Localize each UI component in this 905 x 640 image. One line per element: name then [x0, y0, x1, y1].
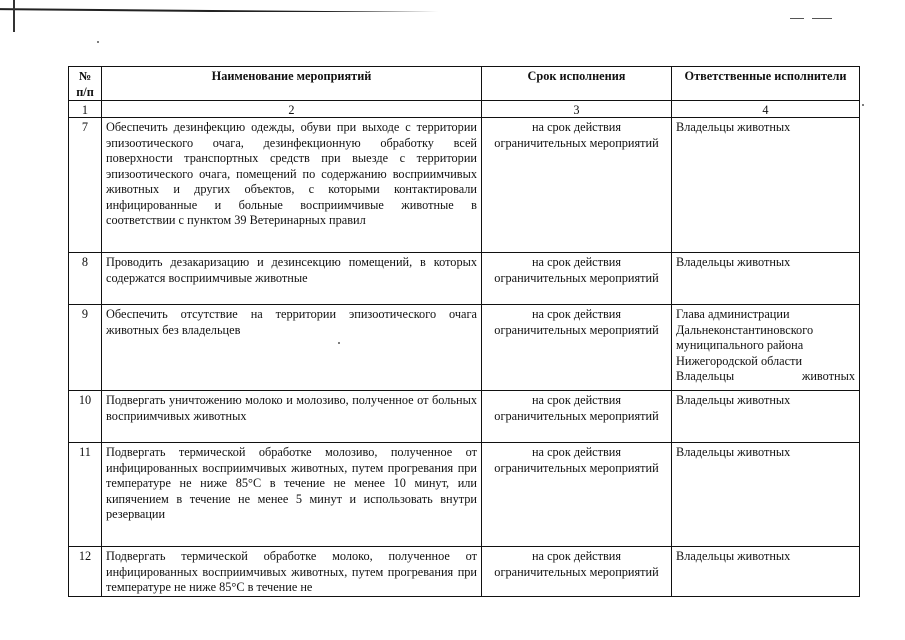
measure-responsible: Владельцы животных [672, 547, 860, 597]
measure-text: Обеспечить дезинфекцию одежды, обуви при выходе с территории эпизоотического очага, дезинфекционную обработку всей поверхности транспортных средств при выезде с территории эпизоотического очага, помещений по содержанию восприимчивых животных и других объектов, с которыми контактировали инфицированные и больные восприимчивые животные в соответствии с пунктом 39 Ветеринарных правил [102, 118, 482, 253]
row-number: 12 [69, 547, 102, 597]
table-header-row [69, 67, 860, 101]
measure-term: на срок действия ограничительных мероприятий [482, 547, 672, 597]
measure-term: на срок действия ограничительных мероприятий [482, 118, 672, 253]
scan-border-left [13, 0, 15, 32]
header-term: Срок исполнения [482, 67, 672, 101]
measure-text: Подвергать уничтожению молоко и молозиво, полученное от больных восприимчивых животных [102, 391, 482, 443]
measure-text: Проводить дезакаризацию и дезинсекцию помещений, в которых содержатся восприимчивые животные [102, 253, 482, 305]
measure-term: на срок действия ограничительных мероприятий [482, 253, 672, 305]
column-number: 3 [482, 101, 672, 118]
row-number: 8 [69, 253, 102, 305]
column-number: 1 [69, 101, 102, 118]
header-num: № п/п [69, 67, 102, 101]
measure-term: на срок действия ограничительных мероприятий [482, 391, 672, 443]
row-number: 7 [69, 118, 102, 253]
measures-table [68, 66, 860, 597]
table-row [69, 547, 860, 597]
scan-mark [790, 18, 804, 19]
measure-responsible: Владельцы животных [672, 118, 860, 253]
measure-responsible: Владельцы животных [672, 391, 860, 443]
row-number: 11 [69, 443, 102, 547]
table-row [69, 118, 860, 253]
scan-speck [97, 41, 99, 43]
measure-responsible: Глава администрации Дальнеконстантиновского муниципального района Нижегородской области Владельцы животных [672, 305, 860, 391]
scan-mark [812, 18, 832, 19]
measure-text: Подвергать термической обработке молозиво, полученное от инфицированных восприимчивых животных, путем прогревания при температуре не ниже 85°С в течение не менее 10 минут, или кипячением в течение не менее 5 минут и использовать внутри резервации [102, 443, 482, 547]
table-row [69, 443, 860, 547]
column-number: 4 [672, 101, 860, 118]
measure-text: Подвергать термической обработке молоко, полученное от инфицированных восприимчивых животных, путем прогревания при температуре не ниже 85°С в течение не [102, 547, 482, 597]
table-row [69, 391, 860, 443]
measure-term: на срок действия ограничительных мероприятий [482, 305, 672, 391]
column-number: 2 [102, 101, 482, 118]
row-number: 10 [69, 391, 102, 443]
measure-responsible: Владельцы животных [672, 443, 860, 547]
header-responsible: Ответственные исполнители [672, 67, 860, 101]
scan-border-top [0, 2, 905, 12]
table-row [69, 305, 860, 391]
column-number-row [69, 101, 860, 118]
measure-responsible: Владельцы животных [672, 253, 860, 305]
row-number: 9 [69, 305, 102, 391]
header-name: Наименование мероприятий [102, 67, 482, 101]
table-row [69, 253, 860, 305]
measure-text: Обеспечить отсутствие на территории эпизоотического очага животных без владельцев [102, 305, 482, 391]
scan-speck [862, 104, 864, 106]
measure-term: на срок действия ограничительных мероприятий [482, 443, 672, 547]
